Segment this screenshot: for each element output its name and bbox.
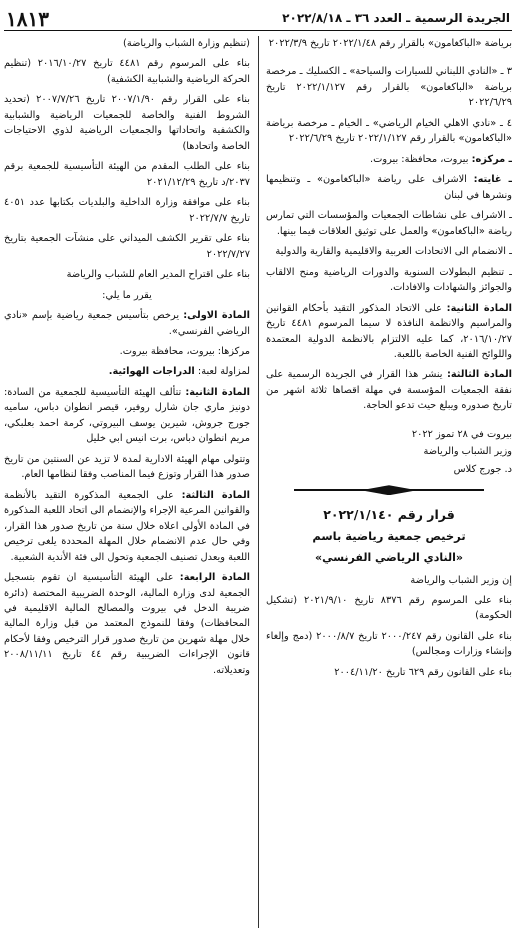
headquarters-text: بيروت، محافظة: بيروت.	[370, 153, 472, 165]
decree-number: قرار رقم ٢٠٢٢/١/١٤٠	[323, 507, 455, 523]
decree-title: ترخيص جمعية رياضية باسم	[312, 529, 466, 543]
article-2	[4, 385, 250, 447]
article-4	[4, 570, 250, 678]
article-label: المادة الثالثة:	[181, 489, 250, 501]
decision-intro: يقرر ما يلي:	[102, 289, 152, 301]
purpose-label: ـ غايته:	[473, 174, 512, 186]
column-divider	[258, 36, 259, 928]
headquarters-line	[266, 152, 512, 167]
paragraph: ـ الاشراف على نشاطات الجمعيات والمؤسسات التي تمارس رياضة «الباكغامون» والعمل على توثيق العلاقات فيما بينها.	[266, 210, 512, 237]
article-3	[266, 367, 512, 413]
section-divider	[266, 481, 512, 499]
gazette-title: الجريدة الرسمية ـ العدد ٣٦ ـ ٢٠٢٢/٨/١٨	[282, 11, 510, 25]
headquarters-label: ـ مركزه:	[471, 153, 512, 165]
article-text: تتألف الهيئة التأسيسية للجمعية من السادة: دونيز ماري جان شارل روفير، قيصر انطوان دباس، ساميه جورج جروش، شيرين يوسف البيروتي، كرمة احمد بعلبكي، مريم انطوان دباس، برت انيس ابي خليل	[4, 386, 250, 445]
article-text: على الجمعية المذكورة التقيد بالأنظمة والقوانين المرعية الإجراء والإنضمام الى اتحاد اللعبة المذكورة في المادة الأولى اعلاه خلال سنة من تاريخ صدور هذا القرار، وفي حال عدم الانضمام خلال المهلة المحددة يلغى ترخيص اللعبة ويعدل تصنيف الجمعية وتحول الى فئة الأندية الشعبية.	[4, 489, 250, 563]
article-2	[266, 301, 512, 363]
article-label: المادة الثانية:	[185, 386, 250, 398]
paragraph: بناء على القانون رقم ٢٠٠٠/٢٤٧ تاريخ ٢٠٠٠/٨/٧ (دمج وإلغاء وإنشاء وزارات ومجالس)	[266, 630, 512, 658]
left-column	[4, 36, 250, 930]
article-3	[4, 488, 250, 565]
article-text: على الاتحاد المذكور التقيد بأحكام القوانين والمراسيم والانظمة النافذة لا سيما المرسوم ٤٤٨١ تاريخ ٢٠١٦/١٠/٢٧، كما عليه الالتزام بالانظمة الدولية المعتمدة واللوائح الفنية الخاصة باللعبة.	[266, 302, 512, 360]
sport-name: الدراجات الهوائية.	[108, 366, 195, 378]
article-label: المادة الثانية:	[446, 302, 512, 314]
paragraph: بناء على موافقة وزارة الداخلية والبلديات بكتابها عدد ٤٠٥١ تاريخ ٢٠٢٢/٧/٧	[4, 197, 250, 224]
paragraph: وتتولى مهام الهيئة الادارية لمدة لا تزيد عن السنتين من تاريخ صدور هذا القرار وتوزع فيما المناصب وفقا لنظامها العام.	[4, 453, 250, 481]
article-text: ينشر هذا القرار في الجريدة الرسمية على نفقة الجمعيات المؤسسة في مهلة اقصاها ثلاثة اشهر من تاريخ صدوره ويبلغ حيث تدعو الحاجة.	[266, 369, 512, 412]
paragraph: مركزها: بيروت، محافظة بيروت.	[119, 345, 250, 357]
paragraph: بناء على الطلب المقدم من الهيئة التأسيسية للجمعية برقم ٢٠٣٧/د تاريخ ٢٠٢١/١٢/٢٩	[4, 161, 250, 188]
purpose-line	[266, 172, 512, 203]
paragraph: بناء على القرار رقم ٢٠٠٧/١/٩٠ تاريخ ٢٠٠٧/٧/٢٦ (تحديد الشروط الفنية والخاصة للجمعيات الرياضية والشبابية والكشفية واتحاداتها والجمعيات الرياضية لذوي الاحتياجات الخاصة واتحادها)	[4, 94, 250, 152]
paragraph: ٣ ـ «النادي اللبناني للسيارات والسياحة» ـ الكسليك ـ مرخصة برياضة «الباكغامون» بالقرار رقم ٢٠٢٢/١/١٢٧ تاريخ ٢٠٢٢/٦/٢٩	[266, 66, 512, 109]
paragraph: بناء على المرسوم رقم ٤٤٨١ تاريخ ٢٠١٦/١٠/٢٧ (تنظيم الحركة الرياضية والشبابية الكشفية)	[4, 58, 250, 85]
paragraph: بناء على تقرير الكشف الميداني على منشآت الجمعية بتاريخ ٢٠٢٢/٧/٢٧	[4, 233, 250, 260]
paragraph: ـ الانضمام الى الاتحادات العربية والاقليمية والقارية والدولية	[275, 246, 512, 258]
paragraph: ٤ ـ «نادي الاهلي الخيام الرياضي» ـ الخيام ـ مرخصة برياضة «الباكغامون» بالقرار رقم ٢٠٢٢/١/١٢٧ تاريخ ٢٠٢٢/٦/٢٩	[266, 117, 512, 145]
paragraph: (تنظيم وزارة الشباب والرياضة)	[123, 38, 250, 49]
article-1	[4, 308, 250, 339]
article-label: المادة الثالثة:	[446, 369, 512, 381]
right-column	[266, 36, 512, 930]
decree-subtitle: «النادي الرياضي الفرنسي»	[315, 551, 463, 565]
article-text: على الهيئة التأسيسية ان تقوم بتسجيل الجمعية لدى وزارة المالية، الوحدة الضريبية المختصة (دائرة ضريبة الدخل في بيروت والمصالح المالية الاقليمية في المحافظات) وفقا للنموذج المعتمد من قبل وزارة المالية خلال مهلة شهرين من تاريخ صدور قرار الترخيص وفقا لأحكام قانون الإجراءات الضريبية رقم ٤٤ تاريخ ٢٠٠٨/١١/١١ وتعديلاته.	[4, 572, 250, 676]
sport-line	[4, 364, 250, 379]
paragraph: ـ تنظيم البطولات السنوية والدورات الرياضية ومنح الالقاب والجوائز والشهادات والافادات.	[266, 266, 512, 294]
signature-name: د. جورج كلاس	[453, 463, 512, 475]
page-number: ١٨١٣	[6, 7, 49, 31]
article-label: المادة الاولى:	[183, 310, 250, 322]
paragraph: إن وزير الشباب والرياضة	[410, 574, 512, 586]
page-header	[4, 4, 512, 31]
paragraph: بناء على اقتراح المدير العام للشباب والرياضة	[66, 269, 250, 281]
signature-date: بيروت في ٢٨ تموز ٢٠٢٢	[411, 428, 512, 440]
signature-title: وزير الشباب والرياضة	[423, 446, 512, 458]
article-label: المادة الرابعة:	[179, 572, 250, 584]
paragraph: بناء على القانون رقم ٦٢٩ تاريخ ٢٠٠٤/١١/٢٠	[334, 666, 512, 678]
sport-label: لمزاولة لعبة:	[194, 366, 250, 378]
paragraph: برياضة «الباكغامون» بالقرار رقم ٢٠٢٢/١/٤٨ تاريخ ٢٠٢٢/٣/٩	[268, 38, 512, 49]
article-text: يرخص بتأسيس جمعية رياضية بإسم «نادي الرياضي الفرنسي».	[4, 310, 250, 337]
paragraph: بناء على المرسوم رقم ٨٣٧٦ تاريخ ٢٠٢١/٩/١٠ (تشكيل الحكومة)	[266, 595, 512, 622]
purpose-text: الاشراف على رياضة «الباكغامون» ـ وتنظيمها ونشرها في لبنان	[266, 174, 512, 201]
diamond-ornament-icon	[361, 485, 417, 495]
